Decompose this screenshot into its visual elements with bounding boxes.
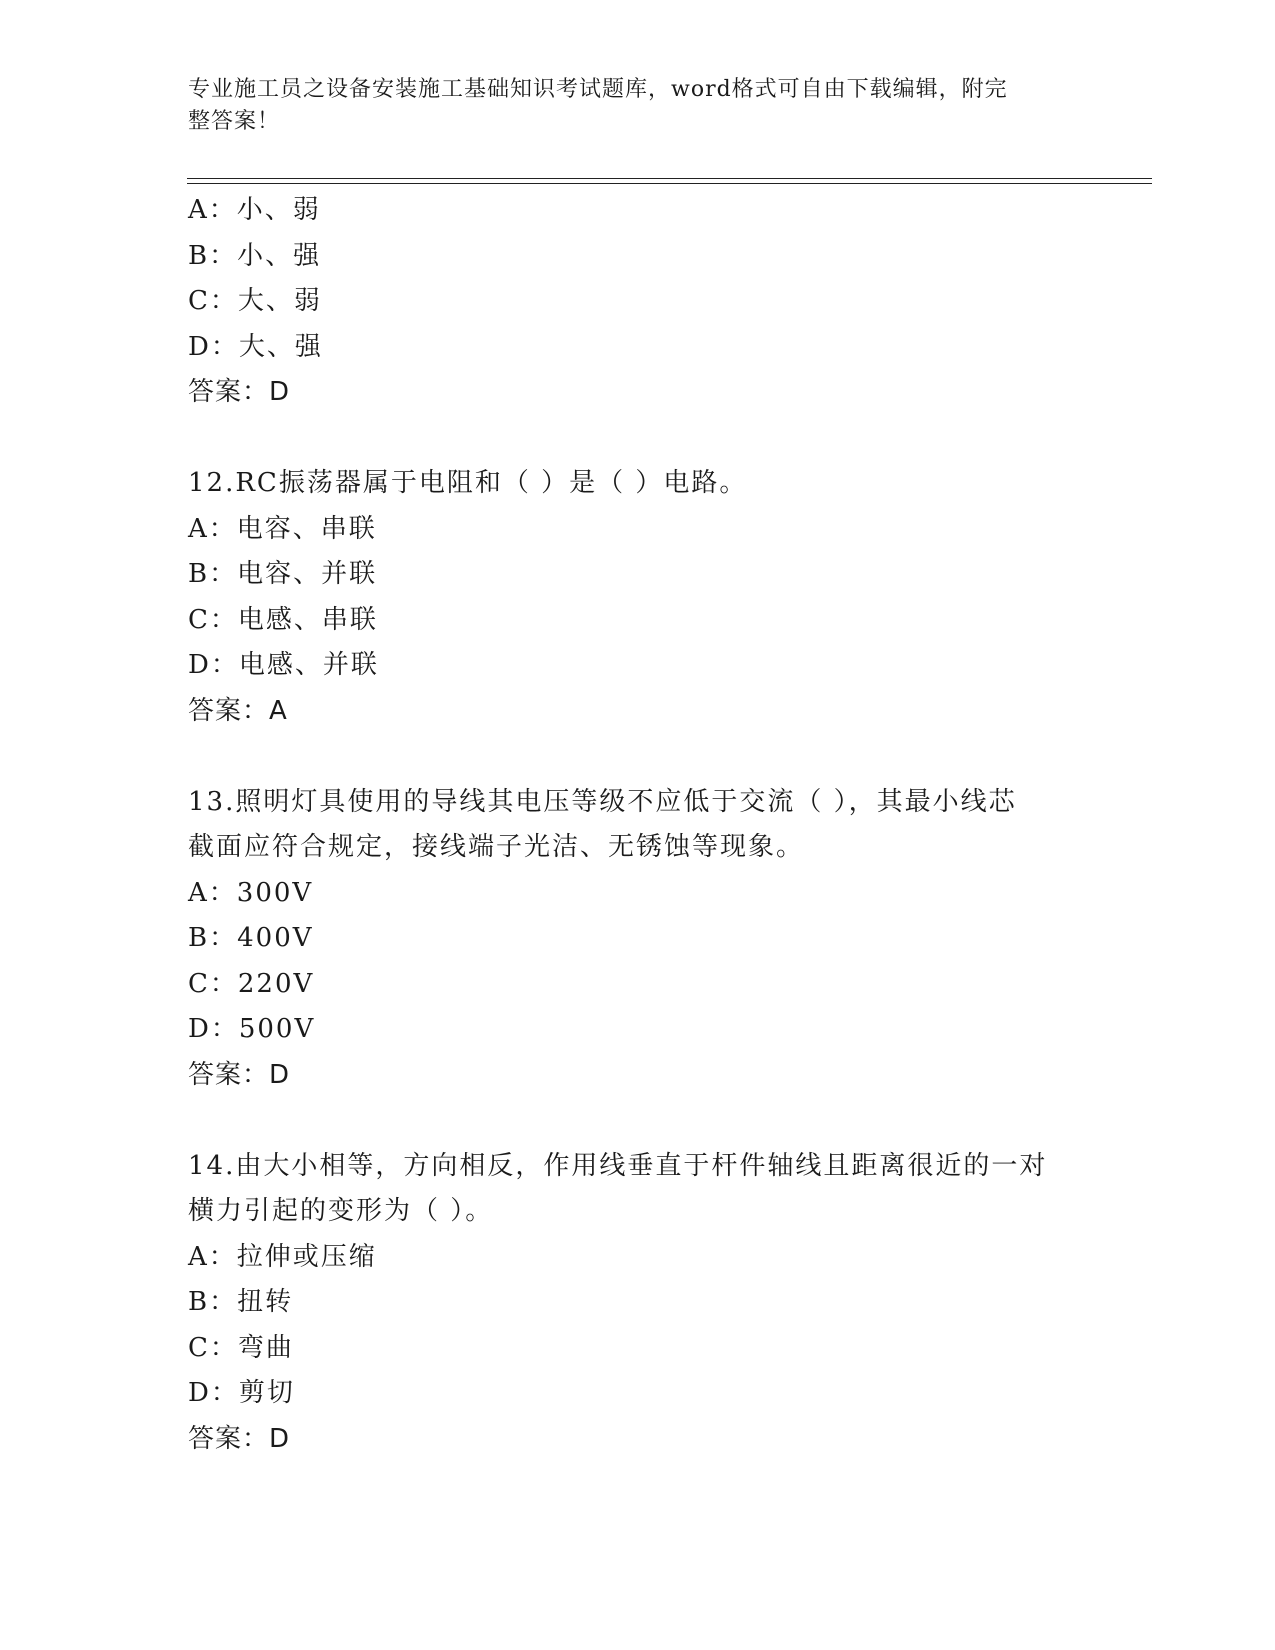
option-d: D：电感、并联 — [188, 650, 379, 680]
question-11 — [188, 188, 1088, 416]
spacer — [188, 416, 1088, 462]
answer-line: 答案：A — [188, 695, 288, 726]
option-a: A：300V — [188, 877, 314, 908]
spacer — [188, 734, 1088, 780]
answer-line: 答案：D — [188, 1423, 291, 1454]
header-line-2: 整答案！ — [188, 109, 281, 134]
option-d: D：大、强 — [188, 331, 323, 362]
option-c: C：电感、串联 — [188, 604, 378, 635]
answer-line: 答案：D — [188, 377, 291, 407]
question-stem-continued: 截面应符合规定，接线端子光洁、无锈蚀等现象。 — [188, 832, 805, 862]
option-b: B：扭转 — [188, 1287, 294, 1317]
header-divider-bottom — [187, 183, 1152, 184]
option-a: A：小、弱 — [188, 195, 321, 225]
option-b: B：小、强 — [188, 240, 322, 271]
spacer — [188, 1098, 1088, 1144]
option-c: C：大、弱 — [188, 286, 322, 316]
question-stem: 14.由大小相等，方向相反，作用线垂直于杆件轴线且距离很近的一对 — [188, 1150, 1048, 1181]
question-13 — [188, 780, 1088, 1099]
option-c: C：弯曲 — [188, 1332, 294, 1363]
option-b: B：400V — [188, 923, 314, 953]
answer-line: 答案：D — [188, 1059, 291, 1090]
question-14 — [188, 1144, 1088, 1463]
question-stem: 12.RC振荡器属于电阻和（ ）是（ ）电路。 — [188, 468, 748, 498]
question-list — [188, 188, 1088, 1462]
option-a: A：电容、串联 — [188, 513, 377, 544]
document-header — [188, 74, 1068, 138]
question-12 — [188, 461, 1088, 734]
header-divider-top — [187, 178, 1152, 179]
option-d: D：500V — [188, 1014, 316, 1044]
option-c: C：220V — [188, 968, 315, 999]
question-stem: 13.照明灯具使用的导线其电压等级不应低于交流（ ），其最小线芯 — [188, 786, 1017, 817]
option-b: B：电容、并联 — [188, 559, 378, 589]
question-stem-continued: 横力引起的变形为（ ）。 — [188, 1196, 494, 1226]
option-d: D：剪切 — [188, 1378, 295, 1408]
header-line-1: 专业施工员之设备安装施工基础知识考试题库，word格式可自由下载编辑，附完 — [188, 77, 1008, 102]
option-a: A：拉伸或压缩 — [188, 1241, 377, 1272]
